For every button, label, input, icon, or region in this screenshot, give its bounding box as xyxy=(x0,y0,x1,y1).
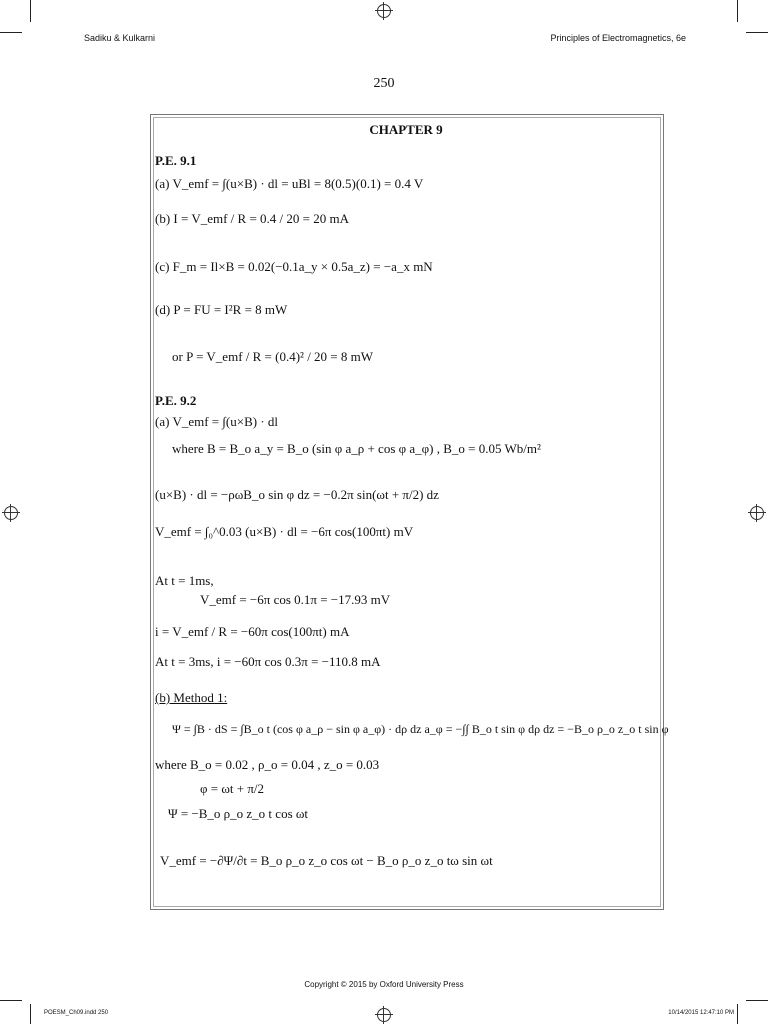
pe92-where-values: where B_o = 0.02 , ρ_o = 0.04 , z_o = 0.03 xyxy=(155,757,380,772)
registration-mark-top-icon xyxy=(377,4,391,18)
pe92-part-a: (a) V_emf = ∫(u×B) · dl xyxy=(155,414,279,429)
pe92-current: i = V_emf / R = −60π cos(100πt) mA xyxy=(155,624,350,639)
file-name: POESM_Ch09.indd 250 xyxy=(44,1010,109,1016)
header-book-title: Principles of Electromagnetics, 6e xyxy=(550,33,686,43)
chapter-title: CHAPTER 9 xyxy=(369,122,443,137)
pe92-at-1ms: At t = 1ms, xyxy=(155,573,214,588)
registration-mark-left-icon xyxy=(4,506,18,520)
registration-mark-bottom-icon xyxy=(377,1008,391,1022)
pe91-alternative: or P = V_emf / R = (0.4)² / 20 = 8 mW xyxy=(172,349,374,364)
pe92-flux-result: Ψ = −B_o ρ_o z_o t cos ωt xyxy=(168,806,309,821)
pe92-method-label: (b) Method 1: xyxy=(155,690,228,705)
page-number: 250 xyxy=(373,76,395,91)
pe91-part-d: (d) P = FU = I²R = 8 mW xyxy=(155,302,288,317)
pe91-part-b: (b) I = V_emf / R = 0.4 / 20 = 20 mA xyxy=(155,211,349,226)
pe91-part-a: (a) V_emf = ∫(u×B) · dl = uBl = 8(0.5)(0.1) = 0.4 V xyxy=(155,176,424,191)
pe92-at-3ms: At t = 3ms, i = −60π cos 0.3π = −110.8 mA xyxy=(155,654,381,669)
pe92-vemf-result: V_emf = −∂Ψ/∂t = B_o ρ_o z_o cos ωt − B_o ρ_o z_o tω sin ωt xyxy=(160,853,493,868)
pe92-where-b: where B = B_o a_y = B_o (sin φ a_ρ + cos φ a_φ) , B_o = 0.05 Wb/m² xyxy=(172,441,541,456)
pe92-phi: φ = ωt + π/2 xyxy=(200,781,265,796)
pe91-part-c: (c) F_m = Il×B = 0.02(−0.1a_y × 0.5a_z) = −a_x mN xyxy=(155,259,433,274)
pe92-title: P.E. 9.2 xyxy=(155,393,197,408)
print-date: 10/14/2015 12:47:10 PM xyxy=(668,1010,734,1016)
pe91-title: P.E. 9.1 xyxy=(155,153,197,168)
pe92-cross-product: (u×B) · dl = −ρωB_o sin φ dz = −0.2π sin(ωt + π/2) dz xyxy=(155,487,439,502)
pe92-flux: Ψ = ∫B · dS = ∫B_o t (cos φ a_ρ − sin φ a_φ) · dρ dz a_φ = −∫∫ B_o t sin φ dρ dz = −B_o ρ_o z_o t sin φ xyxy=(172,722,669,736)
header-authors: Sadiku & Kulkarni xyxy=(84,33,156,43)
pe92-integral: V_emf = ∫₀^0.03 (u×B) · dl = −6π cos(100πt) mV xyxy=(155,524,414,539)
pe92-vemf-1ms: V_emf = −6π cos 0.1π = −17.93 mV xyxy=(200,592,391,607)
copyright: Copyright © 2015 by Oxford University Press xyxy=(304,980,464,989)
registration-mark-right-icon xyxy=(750,506,764,520)
